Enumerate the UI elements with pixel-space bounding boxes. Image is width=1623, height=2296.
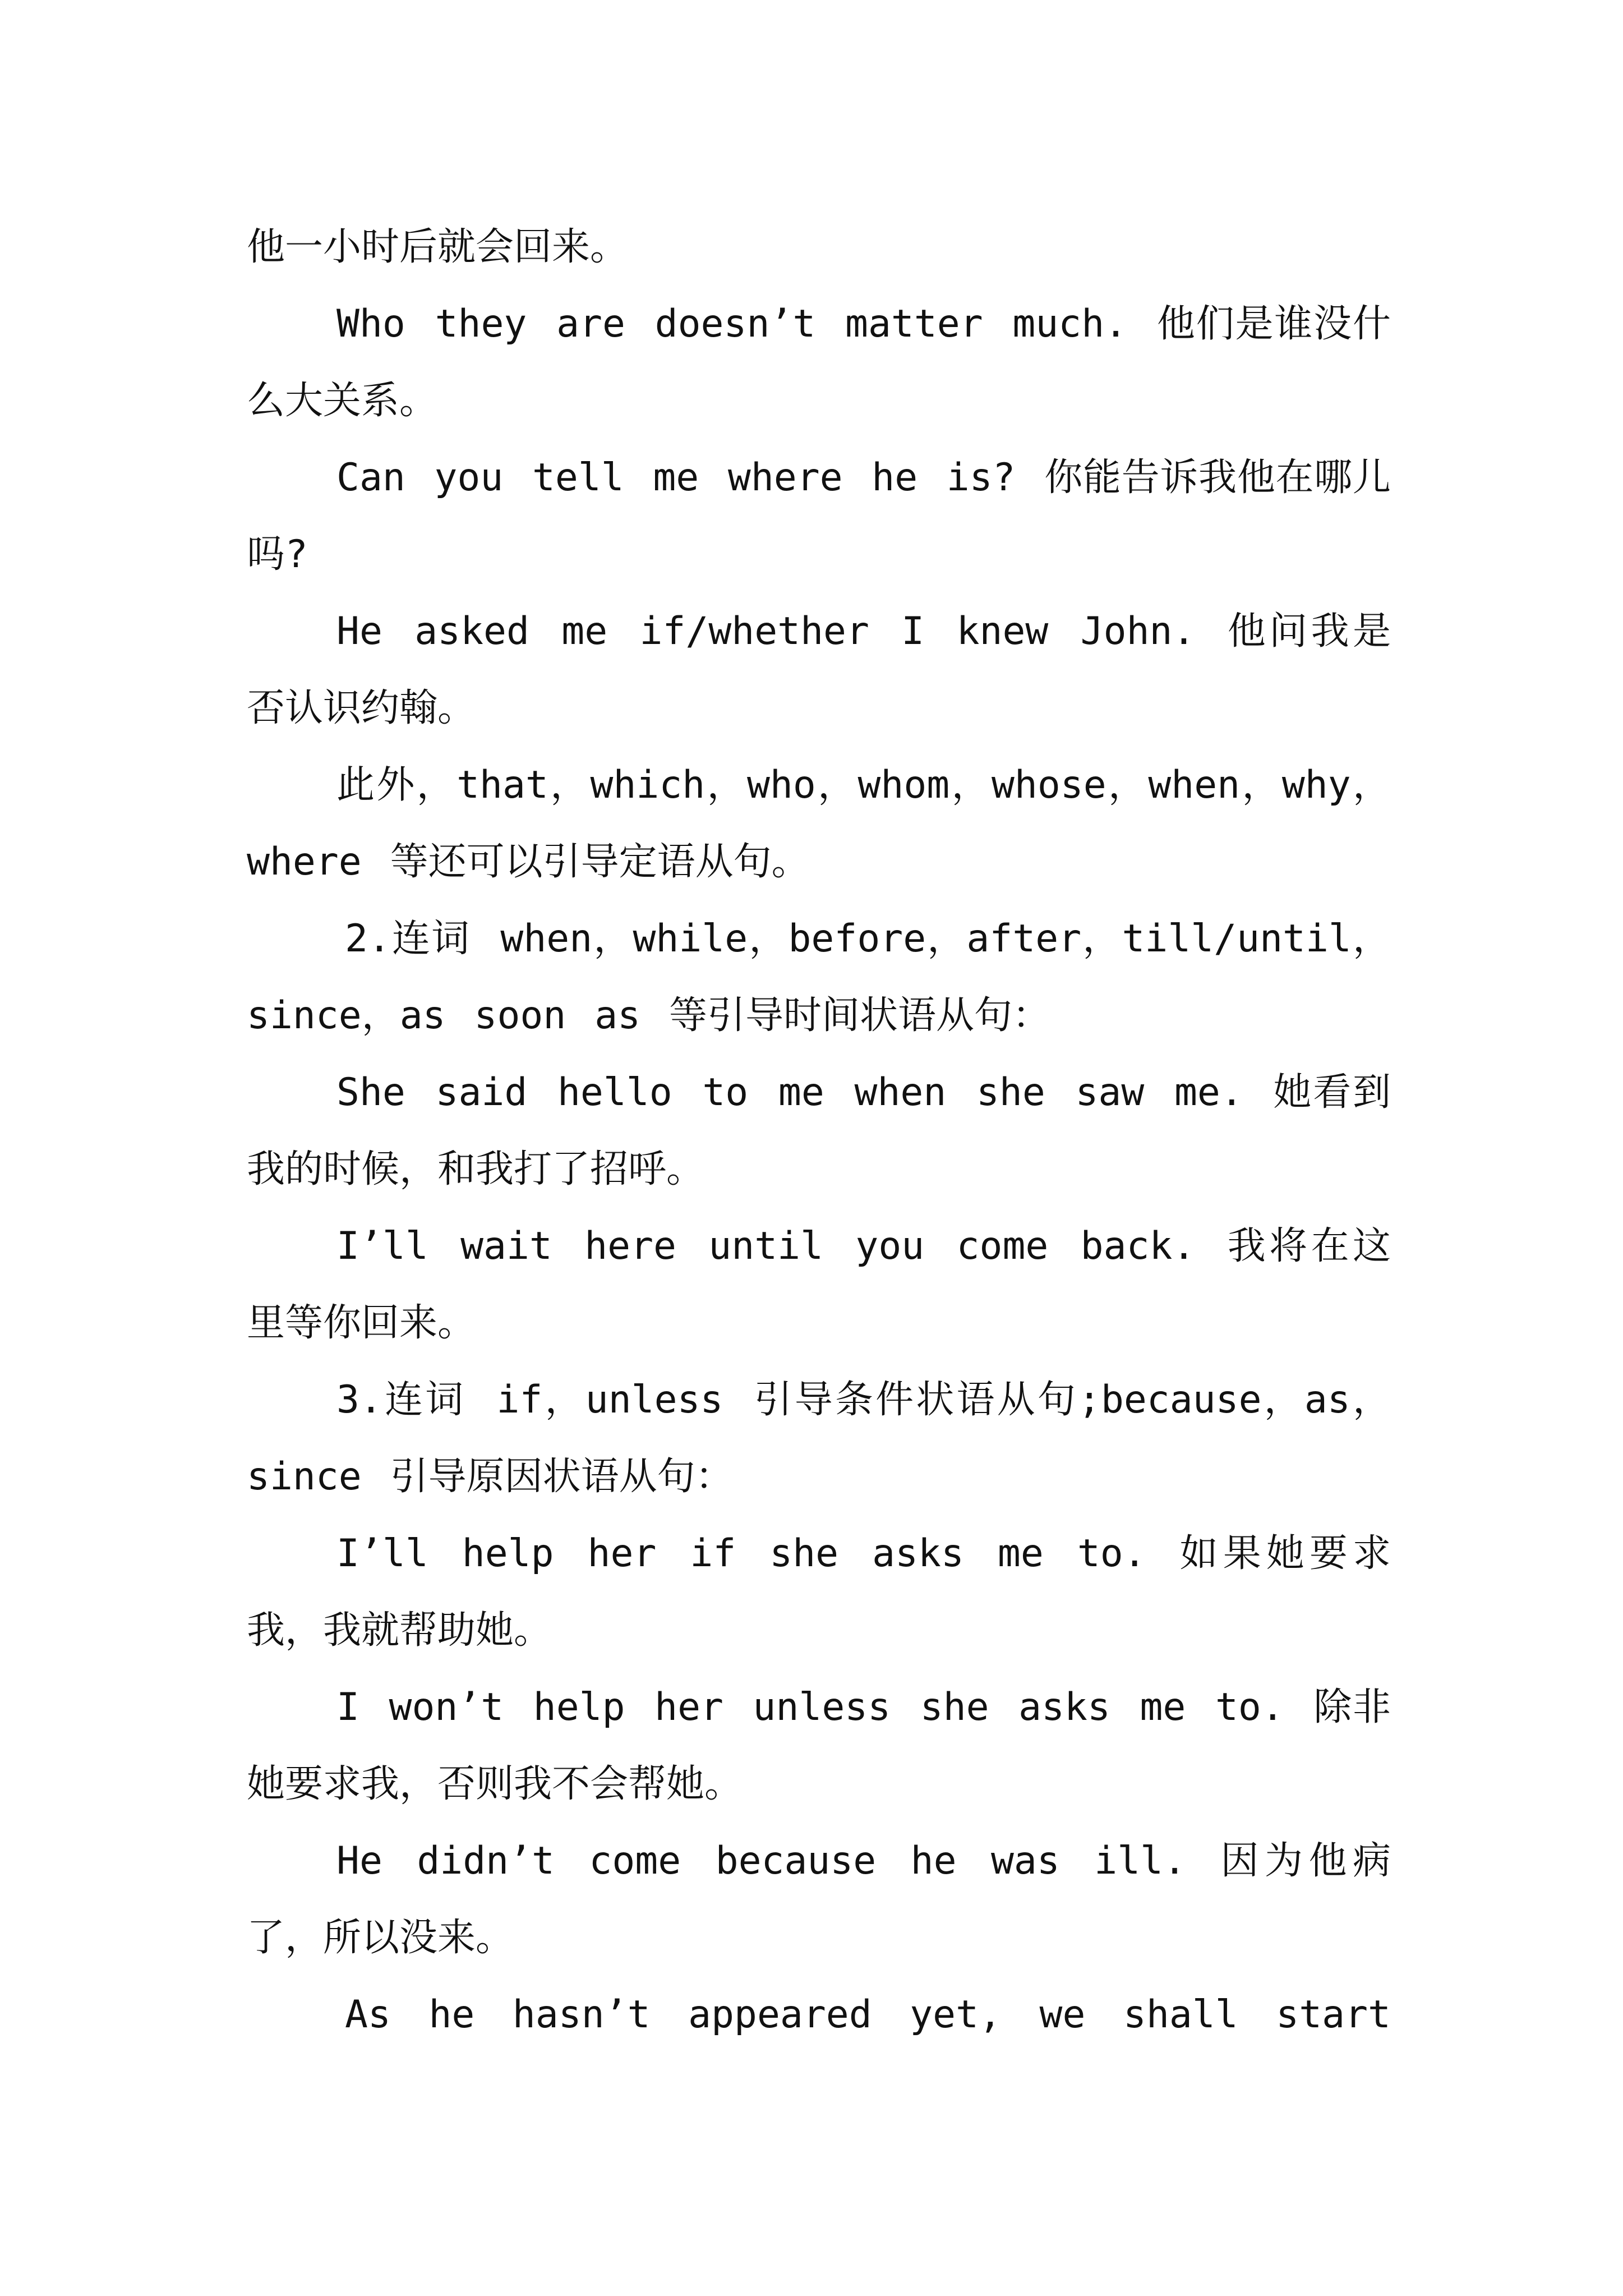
paragraph: As he hasn’t appeared yet, we shall start	[345, 1993, 1391, 2037]
paragraph: He didn’t come because he was ill. 因为他病了，所以没来。	[247, 1839, 1391, 1960]
paragraph: 2.连词 when，while，before，after，till/until，since，as soon as 等引导时间状语从句：	[247, 917, 1391, 1038]
paragraph: I’ll help her if she asks me to. 如果她要求我，我就帮助她。	[247, 1531, 1391, 1653]
paragraph: She said hello to me when she saw me. 她看到我的时候，和我打了招呼。	[247, 1070, 1391, 1191]
paragraph: I won’t help her unless she asks me to. 除非她要求我，否则我不会帮她。	[247, 1685, 1391, 1806]
paragraph: Who they are doesn’t matter much. 他们是谁没什么大关系。	[247, 302, 1391, 423]
paragraph: I’ll wait here until you come back. 我将在这里等你回来。	[247, 1224, 1391, 1345]
paragraph: He asked me if/whether I knew John. 他问我是否认识约翰。	[247, 609, 1391, 730]
paragraph: 3.连词 if，unless 引导条件状语从句;because，as，since 引导原因状语从句：	[247, 1378, 1391, 1499]
paragraph: Can you tell me where he is? 你能告诉我他在哪儿吗?	[247, 455, 1391, 577]
paragraph: 此外，that，which，who，whom，whose，when，why，where 等还可以引导定语从句。	[247, 763, 1391, 884]
document-body	[247, 209, 1391, 2053]
paragraph: 他一小时后就会回来。	[247, 225, 629, 269]
